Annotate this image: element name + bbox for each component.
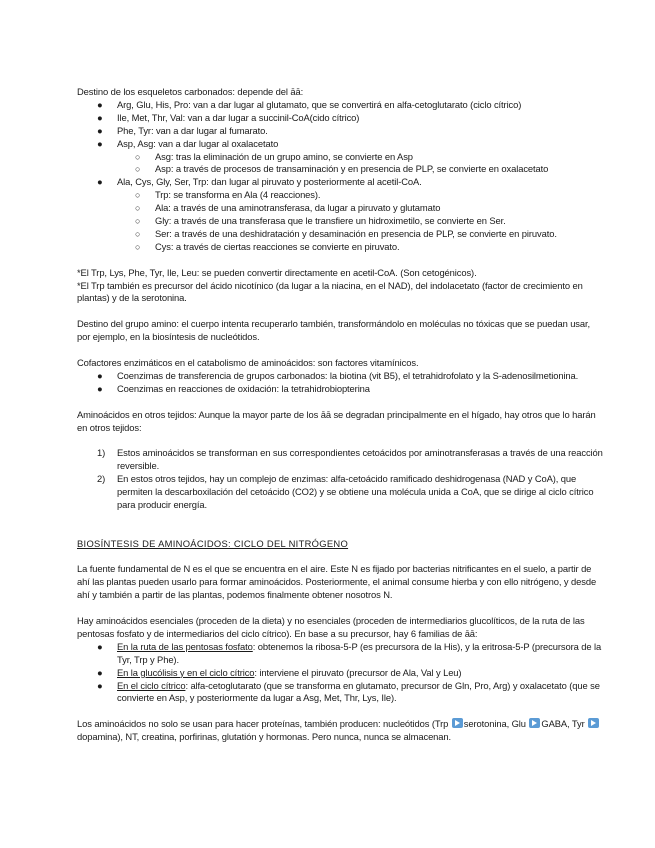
cofactor-list [77,370,605,396]
circle-bullet-icon: ○ [135,151,141,162]
sub-list-item: ○ Ser: a través de una deshidratación y desaminación en presencia de PLP, se convierte en piruvato. [135,227,557,239]
bullet-icon: ● [97,679,103,691]
sub-list-item: ○ Asp: a través de procesos de transaminación y en presencia de PLP, se convierte en oxalacetato [135,163,549,175]
sub-list-item: ○ Trp: se transforma en Ala (4 reacciones). [135,189,321,201]
circle-bullet-icon: ○ [135,216,141,227]
sub-list-item: ○ Ala: a través de una aminotransferasa, da lugar a piruvato y glutamato [135,202,441,214]
carbon-skeleton-list [77,99,605,254]
list-item: ● Ala, Cys, Gly, Ser, Trp: dan lugar al piruvato y posteriormente al acetil-CoA. [97,176,422,188]
circle-bullet-icon: ○ [135,241,141,252]
sub-list-item: ○ Gly: a través de una transferasa que le transfiere un hidroximetilo, se convierte en Ser. [135,215,506,227]
circle-bullet-icon: ○ [135,203,141,214]
bullet-icon: ● [97,98,103,110]
list-item: ● Asp, Asg: van a dar lugar al oxalacetato [97,137,279,149]
paragraph-aa-uses: Los aminoácidos no solo se usan para hacer proteínas, también producen: nucleótidos (Trp serotonina, Glu GABA, Tyr dopamina), NT, creatina, porfirinas, glutatión y hormonas. Pero nunca, nunca se almacenan. [77,718,605,744]
bullet-icon: ● [97,382,103,394]
bullet-icon: ● [97,111,103,123]
circle-bullet-icon: ○ [135,164,141,175]
tissues-list [77,447,605,512]
numbered-item: 1) Estos aminoácidos se transforman en sus correspondientes cetoácidos por aminotransferasas a través de una reacción reversible. [97,447,603,472]
bullet-icon: ● [97,640,103,652]
paragraph-nitrogen-source: La fuente fundamental de N es el que se encuentra en el aire. Este N es fijado por bacterias nitrificantes en el suelo, a partir de ahí las plantas pueden usarlo para formar aminoácidos. Posteriormente, el animal consume hierba y con ello nitrógeno, y desde ahí y también a partir de las plantas, podemos finalmente obtener nosotros N. [77,563,597,601]
list-item: ● En la glucólisis y en el ciclo cítrico: interviene el piruvato (precursor de Ala, Val y Leu) [97,666,462,678]
circle-bullet-icon: ○ [135,228,141,239]
list-item: ● En la ruta de las pentosas fosfato: obtenemos la ribosa-5-P (es precursora de la His), y la eritrosa-5-P (precursora de la Tyr, Trp y Phe). [97,640,602,665]
circle-bullet-icon: ○ [135,190,141,201]
right-arrow-icon [452,718,463,728]
list-item: ● Phe, Tyr: van a dar lugar al fumarato. [97,124,268,136]
list-item: ● Coenzimas de transferencia de grupos carbonados: la biotina (vit B5), el tetrahidrofolato y la S-adenosilmetionina. [97,369,579,381]
right-arrow-icon [588,718,599,728]
bullet-icon: ● [97,369,103,381]
list-item: ● Coenzimas en reacciones de oxidación: la tetrahidrobiopterina [97,382,370,394]
section-title-carbon-skeletons: Destino de los esqueletos carbonados: depende del āā: [77,86,304,97]
cofactors-title: Cofactores enzimáticos en el catabolismo de aminoácidos: son factores vitamínicos. [77,356,419,368]
bullet-icon: ● [97,137,103,149]
bullet-icon: ● [97,666,103,678]
sub-list-item: ○ Asg: tras la eliminación de un grupo amino, se convierte en Asp [135,150,413,162]
paragraph-essential-aa: Hay aminoácidos esenciales (proceden de la dieta) y no esenciales (proceden de intermediarios glucolíticos, de la ruta de las pentosas fosfato y de intermediarios del ciclo cítrico). En base a su precursor, hay 6 familias de āā: [77,615,585,639]
list-item: ● Arg, Glu, His, Pro: van a dar lugar al glutamato, que se convertirá en alfa-cetoglutarato (ciclo cítrico) [97,98,522,110]
numbered-item: 2) En estos otros tejidos, hay un complejo de enzimas: alfa-cetoácido ramificado deshidrogenasa (NAD y CoA), que permiten la descarboxilación del cetoácido (CO2) y se obtiene una molécula unida a CoA, que se dirige al ciclo cítrico para producir energía. [97,473,594,510]
bullet-icon: ● [97,124,103,136]
paragraph-other-tissues: Aminoácidos en otros tejidos: Aunque la mayor parte de los āā se degradan principalmente en el hígado, hay otros que lo harán en otros tejidos: [77,408,596,433]
list-item: ● Ile, Met, Thr, Val: van a dar lugar a succinil-CoA(cido cítrico) [97,111,360,123]
note-ketogenic: *El Trp, Lys, Phe, Tyr, Ile, Leu: se pueden convertir directamente en acetil-CoA. (Son cetogénicos). [77,266,477,278]
sub-list-item: ○ Cys: a través de ciertas reacciones se convierte en piruvato. [135,240,400,252]
list-item: ● En el ciclo cítrico: alfa-cetoglutarato (que se transforma en glutamato, precursor de Gln, Pro, Arg) y oxalacetato (que se convierte en Asp, y posteriormente da lugar a Asg, Met, Thr, Lys, Ile). [97,679,600,704]
paragraph-amino-group: Destino del grupo amino: el cuerpo intenta recuperarlo también, transformándolo en moléculas no tóxicas que se puedan usar, por ejemplo, en la biosíntesis de nucleótidos. [77,318,591,343]
bullet-icon: ● [97,176,103,188]
precursor-families-list [77,641,605,706]
right-arrow-icon [529,718,540,728]
section-heading-biosynthesis: BIOSÍNTESIS DE AMINOÁCIDOS: CICLO DEL NITRÓGENO [77,537,349,549]
note-trp-precursor: *El Trp también es precursor del ácido nicotínico (da lugar a la niacina, en el NAD), del indolacetato (factor de crecimiento en plantas) y de la serotonina. [77,279,583,304]
